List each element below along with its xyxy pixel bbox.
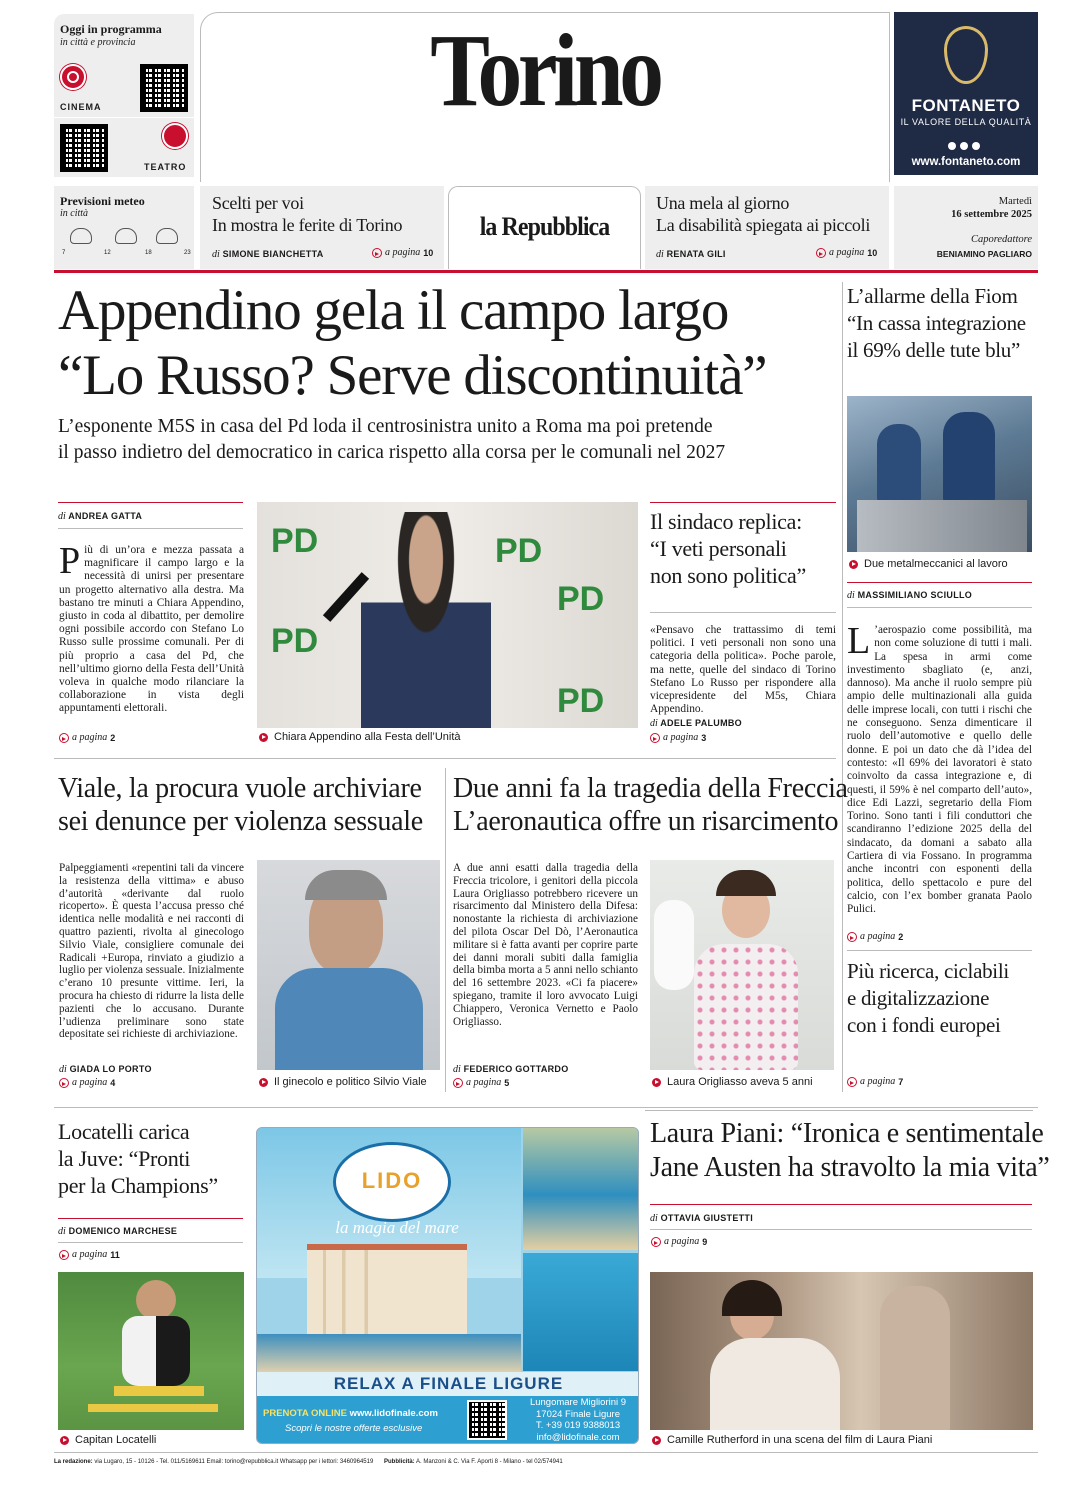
- piani-rule: [645, 1110, 1033, 1111]
- theatre-mask-icon: [162, 123, 188, 149]
- locatelli-headline-line: Locatelli carica: [58, 1119, 190, 1144]
- meteo-hour: 23: [184, 250, 191, 256]
- lido-url[interactable]: www.lidofinale.com: [349, 1408, 438, 1419]
- ricerca-headline-line: Più ricerca, ciclabili: [847, 959, 1009, 983]
- footer-pubblicita: Pubblicità: A. Manzoni & C. Via F. Aporti 8 - Milano - tel 02/574941: [384, 1459, 563, 1465]
- fiom-photo[interactable]: [847, 396, 1032, 552]
- row-divider: [54, 758, 836, 759]
- sindaco-headline-line: non sono politica”: [650, 563, 806, 588]
- piani-headline-line: Jane Austen ha stravolto la mia vita”: [650, 1152, 1050, 1183]
- locatelli-photo[interactable]: [58, 1272, 244, 1430]
- lead-deck-1: L’esponente M5S in casa del Pd loda il centrosinistra unito a Roma ma poi pretende: [58, 416, 713, 437]
- arrow-right-icon: [372, 248, 382, 258]
- freccia-headline-line: Due anni fa la tragedia della Freccia: [453, 773, 848, 804]
- editor-name: BENIAMINO PAGLIARO: [936, 249, 1032, 259]
- viale-page-ref[interactable]: a pagina 4: [59, 1077, 115, 1088]
- locatelli-byline-rule: [58, 1218, 243, 1219]
- partly-cloudy-icon: [115, 228, 137, 244]
- cinema-label[interactable]: CINEMA: [60, 102, 102, 112]
- sindaco-headline-line: “I veti personali: [650, 536, 787, 561]
- training-hurdle: [88, 1404, 218, 1412]
- fiom-byline-rule: [847, 582, 1032, 583]
- locatelli-headline-line: per la Champions”: [58, 1173, 218, 1198]
- locatelli-caption: Capitan Locatelli: [60, 1434, 156, 1446]
- arrow-right-icon: [650, 733, 660, 743]
- lead-headline-1[interactable]: Appendino gela il campo largo: [58, 279, 729, 342]
- doctor-scrubs: [275, 968, 423, 1070]
- fiom-byline: di MASSIMILIANO SCIULLO: [847, 590, 973, 601]
- player-head: [136, 1280, 176, 1320]
- lido-slogan: RELAX A FINALE LIGURE: [257, 1372, 639, 1396]
- arrow-right-icon: [816, 248, 826, 258]
- lead-page-ref[interactable]: a pagina 2: [59, 732, 115, 743]
- piani-page-ref[interactable]: a pagina 9: [651, 1236, 707, 1247]
- camera-marker-icon: [652, 1436, 661, 1445]
- locatelli-headline-line: la Juve: “Pronti: [58, 1146, 191, 1171]
- meteo-hour: 18: [145, 250, 152, 256]
- freccia-page-ref[interactable]: a pagina 5: [453, 1077, 509, 1088]
- engine-block: [857, 500, 1027, 552]
- piani-caption: Camille Rutherford in una scena del film di Laura Piani: [652, 1434, 932, 1446]
- mela-byline: di RENATA GILI: [656, 249, 726, 260]
- laura-photo[interactable]: [650, 860, 834, 1070]
- piani-photo[interactable]: [650, 1272, 1033, 1430]
- sindaco-headline[interactable]: [650, 508, 806, 589]
- meteo-subtitle: in città: [60, 208, 89, 219]
- lido-address-line: 17024 Finale Ligure: [536, 1408, 620, 1420]
- player-shirt: [122, 1316, 190, 1386]
- sindaco-rule-bottom: [650, 612, 836, 613]
- lead-byline-rule-bottom: [58, 528, 243, 529]
- fiom-dropcap: L: [847, 620, 871, 662]
- lead-byline-rule: [58, 502, 243, 503]
- actress-dress: [710, 1338, 840, 1430]
- pd-sign: PD: [271, 522, 319, 560]
- arrow-right-icon: [59, 1078, 69, 1088]
- piani-byline-rule-bottom: [650, 1229, 1032, 1230]
- fontaneto-url[interactable]: www.fontaneto.com: [911, 156, 1021, 168]
- piani-headline[interactable]: [650, 1117, 1049, 1185]
- coast-photo: [523, 1128, 639, 1250]
- fontaneto-social-icons: [948, 142, 980, 150]
- training-hurdle: [114, 1386, 204, 1396]
- meteo-title: Previsioni meteo: [60, 194, 145, 208]
- doctor-hair: [305, 870, 387, 900]
- column-divider: [445, 768, 446, 1092]
- lido-script: la magia del mare: [335, 1218, 459, 1237]
- mannequin-figure: [880, 1286, 950, 1430]
- date-day: Martedì: [998, 196, 1032, 207]
- freccia-body: A due anni esatti dalla tragedia della Freccia tricolore, i genitori della piccola Laura Origliasso potrebbero ricevere un risarcimento dal Ministero della Difesa: nonostante la richiesta di archiviazione del pilota Oscar Del Dò, l’Aeronautica militare si è fatta avanti per coprire parte dei danni morali subiti dalla famiglia della bimba morta a 5 anni nello schianto del 16 settembre 2023. «Ci fa piacere» spiegano, tramite il loro avvocato Luigi Chiappero, Veronica Vernetto e Paolo Origliasso.: [453, 862, 638, 1028]
- camera-marker-icon: [849, 560, 858, 569]
- programma-title: Oggi in programma: [60, 22, 162, 36]
- footer-rule: [54, 1452, 1038, 1453]
- locatelli-page-ref[interactable]: a pagina 11: [59, 1249, 120, 1260]
- fiom-page-ref[interactable]: a pagina 2: [847, 931, 903, 942]
- child-hair: [716, 870, 776, 896]
- locatelli-headline[interactable]: [58, 1118, 218, 1199]
- repubblica-logo[interactable]: la Repubblica: [479, 212, 610, 241]
- freccia-headline-line: L’aeronautica offre un risarcimento: [453, 806, 839, 837]
- camera-marker-icon: [259, 1078, 268, 1087]
- lido-ad[interactable]: [256, 1127, 639, 1444]
- lido-address-line: Lungomare Migliorini 9: [529, 1397, 627, 1408]
- programma-divider: [54, 117, 194, 118]
- mela-page-ref[interactable]: a pagina 10: [816, 247, 877, 258]
- lead-caption: Chiara Appendino alla Festa dell’Unità: [259, 731, 461, 743]
- camera-marker-icon: [60, 1436, 69, 1445]
- statue-figure: [654, 900, 694, 990]
- teatro-label[interactable]: TEATRO: [144, 162, 187, 172]
- fiom-body: L ’aerospazio come possibilità, ma non come soluzione di tutti i mali. La spesa in armi come investimento sbagliato (e, anzi, dannoso). Ma anche il ruolo sempre più ampio delle multinazionali alla guida delle imprese locali, con tutti i rischi che ne conseguono. Senza dimenticare il ruolo dell’automotive e quello delle donne. E poi un dato che dà l’idea del contesto: «Il 69% dei lavoratori è stato coinvolto da cassa integrazione e, di questi, il 59% è nel comparto dell’auto», dice Edi Lazzi, segretario della Fiom Torino. Sono tanti i fili conduttori che scandiranno l’edizione 2025 della del sindacato, da domani a sabato alla Cartiera di via Fossano. In programma anche incontri con esponenti della politica, dello spettacolo e pure del calcio, con l’ex bomber granata Paolo Pulici.: [847, 620, 1032, 916]
- ricerca-headline[interactable]: [847, 958, 1009, 1039]
- camera-marker-icon: [259, 733, 268, 742]
- ricerca-headline-line: e digitalizzazione: [847, 986, 990, 1010]
- viale-photo[interactable]: [257, 860, 440, 1070]
- ricerca-rule: [847, 950, 1032, 951]
- fiom-byline-rule-bottom: [847, 607, 1032, 608]
- worker-figure: [943, 412, 995, 504]
- mela-kicker: Una mela al giorno: [656, 193, 790, 213]
- sindaco-body: «Pensavo che trattassimo di temi politici. I veti personali non sono una categoria della politica». Poche parole, ma nette, quelle del sindaco di Torino Stefano Lo Russo per rispondere alla vicepresidente del M5s, Chiara Appendino.: [650, 624, 836, 716]
- partly-cloudy-icon: [70, 228, 92, 244]
- row-divider: [54, 1107, 1038, 1108]
- ricerca-headline-line: con i fondi europei: [847, 1013, 1001, 1037]
- lido-offers: Scopri le nostre offerte esclusive: [285, 1423, 423, 1434]
- column-divider: [842, 282, 843, 1092]
- meteo-hour: 7: [62, 250, 66, 256]
- lead-deck-2: il passo indietro del democratico in carica rispetto alla corsa per le comunali nel 2027: [58, 442, 726, 463]
- freccia-byline: di FEDERICO GOTTARDO: [453, 1064, 569, 1075]
- pd-sign: PD: [495, 532, 543, 570]
- lido-email[interactable]: info@lidofinale.com: [536, 1431, 620, 1443]
- arrow-right-icon: [59, 733, 69, 743]
- lead-dropcap: P: [59, 540, 81, 582]
- appendino-photo[interactable]: [257, 502, 638, 728]
- locatelli-byline: di DOMENICO MARCHESE: [58, 1226, 178, 1237]
- viale-caption: Il ginecolo e politico Silvio Viale: [259, 1076, 427, 1088]
- lead-headline-2[interactable]: “Lo Russo? Serve discontinuità”: [58, 344, 767, 407]
- lido-booking: PRENOTA ONLINE www.lidofinale.com: [263, 1408, 438, 1419]
- pd-sign: PD: [271, 622, 319, 660]
- programma-subtitle: in città e provincia: [60, 37, 136, 48]
- lido-logo: LIDO: [361, 1168, 423, 1193]
- fontaneto-brand: FONTANETO: [911, 96, 1021, 115]
- masthead-title: Torino: [430, 13, 660, 128]
- teatro-qr-code[interactable]: [60, 124, 108, 172]
- sindaco-byline: di ADELE PALUMBO: [650, 718, 742, 729]
- fontaneto-tagline: IL VALORE DELLA QUALITÀ: [900, 117, 1032, 127]
- pd-sign: PD: [557, 682, 605, 720]
- fiom-headline[interactable]: [847, 283, 1026, 364]
- arrow-right-icon: [651, 1237, 661, 1247]
- fiom-headline-line: L’allarme della Fiom: [847, 284, 1018, 308]
- scelti-kicker: Scelti per voi: [212, 193, 304, 213]
- meteo-hour: 12: [104, 250, 111, 256]
- footer-redazione: La redazione: via Lugaro, 15 - 10126 - Tel. 011/5169611 Email: torino@repubblica.it Whatsapp per i lettori: 3460964519: [54, 1459, 374, 1465]
- swimmer-photo: [523, 1253, 639, 1371]
- lead-body: Più di un’ora e mezza passata a magnificare il campo largo e la necessità di unirsi per presentare un progetto alternativo alla destra. Ma bastano tre minuti a Chiara Appendino, giusto in coda al dibattito, per demolire ogni possibile accordo con Stefano Lo Russo sulle prossime comunali. Per di più proprio a casa del Pd, che nell’ultimo giorno della Festa dell’Unità voleva in qualche modo rilanciare la collaborazione in vista degli appuntamenti elettorali.: [59, 540, 244, 715]
- pd-sign: PD: [557, 580, 605, 618]
- mela-title[interactable]: La disabilità spiegata ai piccoli: [656, 215, 871, 235]
- ricerca-page-ref[interactable]: a pagina 7: [847, 1076, 903, 1087]
- scelti-page-ref[interactable]: a pagina 10: [372, 247, 433, 258]
- cinema-qr-code[interactable]: [140, 64, 188, 112]
- scelti-title[interactable]: In mostra le ferite di Torino: [212, 215, 403, 235]
- viale-headline-line: sei denunce per violenza sessuale: [58, 806, 423, 837]
- header-red-rule: [54, 270, 1038, 273]
- sindaco-headline-line: Il sindaco replica:: [650, 509, 802, 534]
- fiom-headline-line: il 69% delle tute blu”: [847, 338, 1021, 362]
- sindaco-rule: [650, 502, 836, 503]
- child-dress: [694, 944, 798, 1070]
- instagram-icon[interactable]: [960, 142, 968, 150]
- facebook-icon[interactable]: [948, 142, 956, 150]
- film-reel-icon: [67, 71, 79, 83]
- meteo-forecast: [62, 224, 192, 258]
- arrow-right-icon: [59, 1250, 69, 1260]
- youtube-icon[interactable]: [972, 142, 980, 150]
- freccia-caption: Laura Origliasso aveva 5 anni: [652, 1076, 813, 1088]
- sindaco-page-ref[interactable]: a pagina 3: [650, 732, 706, 743]
- worker-figure: [877, 424, 921, 504]
- scelti-byline: di SIMONE BIANCHETTA: [212, 249, 324, 260]
- camera-marker-icon: [652, 1078, 661, 1087]
- viale-headline[interactable]: [58, 772, 423, 838]
- viale-headline-line: Viale, la procura vuole archiviare: [58, 773, 422, 804]
- fiom-caption: Due metalmeccanici al lavoro: [849, 558, 1008, 570]
- piani-byline: di OTTAVIA GIUSTETTI: [650, 1213, 754, 1224]
- actress-hair: [722, 1280, 782, 1316]
- fiom-headline-line: “In cassa integrazione: [847, 311, 1026, 335]
- lead-byline: di ANDREA GATTA: [58, 511, 143, 522]
- locatelli-byline-rule-bottom: [58, 1242, 243, 1243]
- beach-strip: [257, 1334, 521, 1374]
- piani-headline-line: Laura Piani: “Ironica e sentimentale: [650, 1118, 1044, 1149]
- arrow-right-icon: [847, 1077, 857, 1087]
- speaker-figure: [361, 512, 491, 728]
- lido-phone[interactable]: T. +39 019 9388013: [535, 1420, 621, 1431]
- editor-role: Caporedattore: [970, 234, 1032, 245]
- partly-cloudy-icon: [156, 228, 178, 244]
- piani-byline-rule: [650, 1204, 1032, 1205]
- viale-byline: di GIADA LO PORTO: [59, 1064, 152, 1075]
- viale-body: Palpeggiamenti «repentini tali da vincere la resistenza della vittima» e abuso d’autorità «derivante dal ruolo ricoperto». È questa l’accusa presso ché identica nelle modalità e nei racconti di quattro pazienti, rivolta al ginecologo Silvio Viale, consigliere comunale dei Radicali +Europa, rinviato a giudizio a luglio per violenza sessuale. Inizialmente c’erano 10 presunte vittime. Ieri, la procura ha chiesto di ridurre la lista delle pazienti che lo accusano. Durante l’udienza preliminare sono state depositate sei richieste di archiviazione.: [59, 862, 244, 1041]
- date-full: 16 settembre 2025: [951, 209, 1032, 220]
- arrow-right-icon: [847, 932, 857, 942]
- arrow-right-icon: [453, 1078, 463, 1088]
- lido-address: [519, 1397, 637, 1443]
- freccia-headline[interactable]: [453, 772, 848, 838]
- lido-qr-code[interactable]: [467, 1400, 507, 1440]
